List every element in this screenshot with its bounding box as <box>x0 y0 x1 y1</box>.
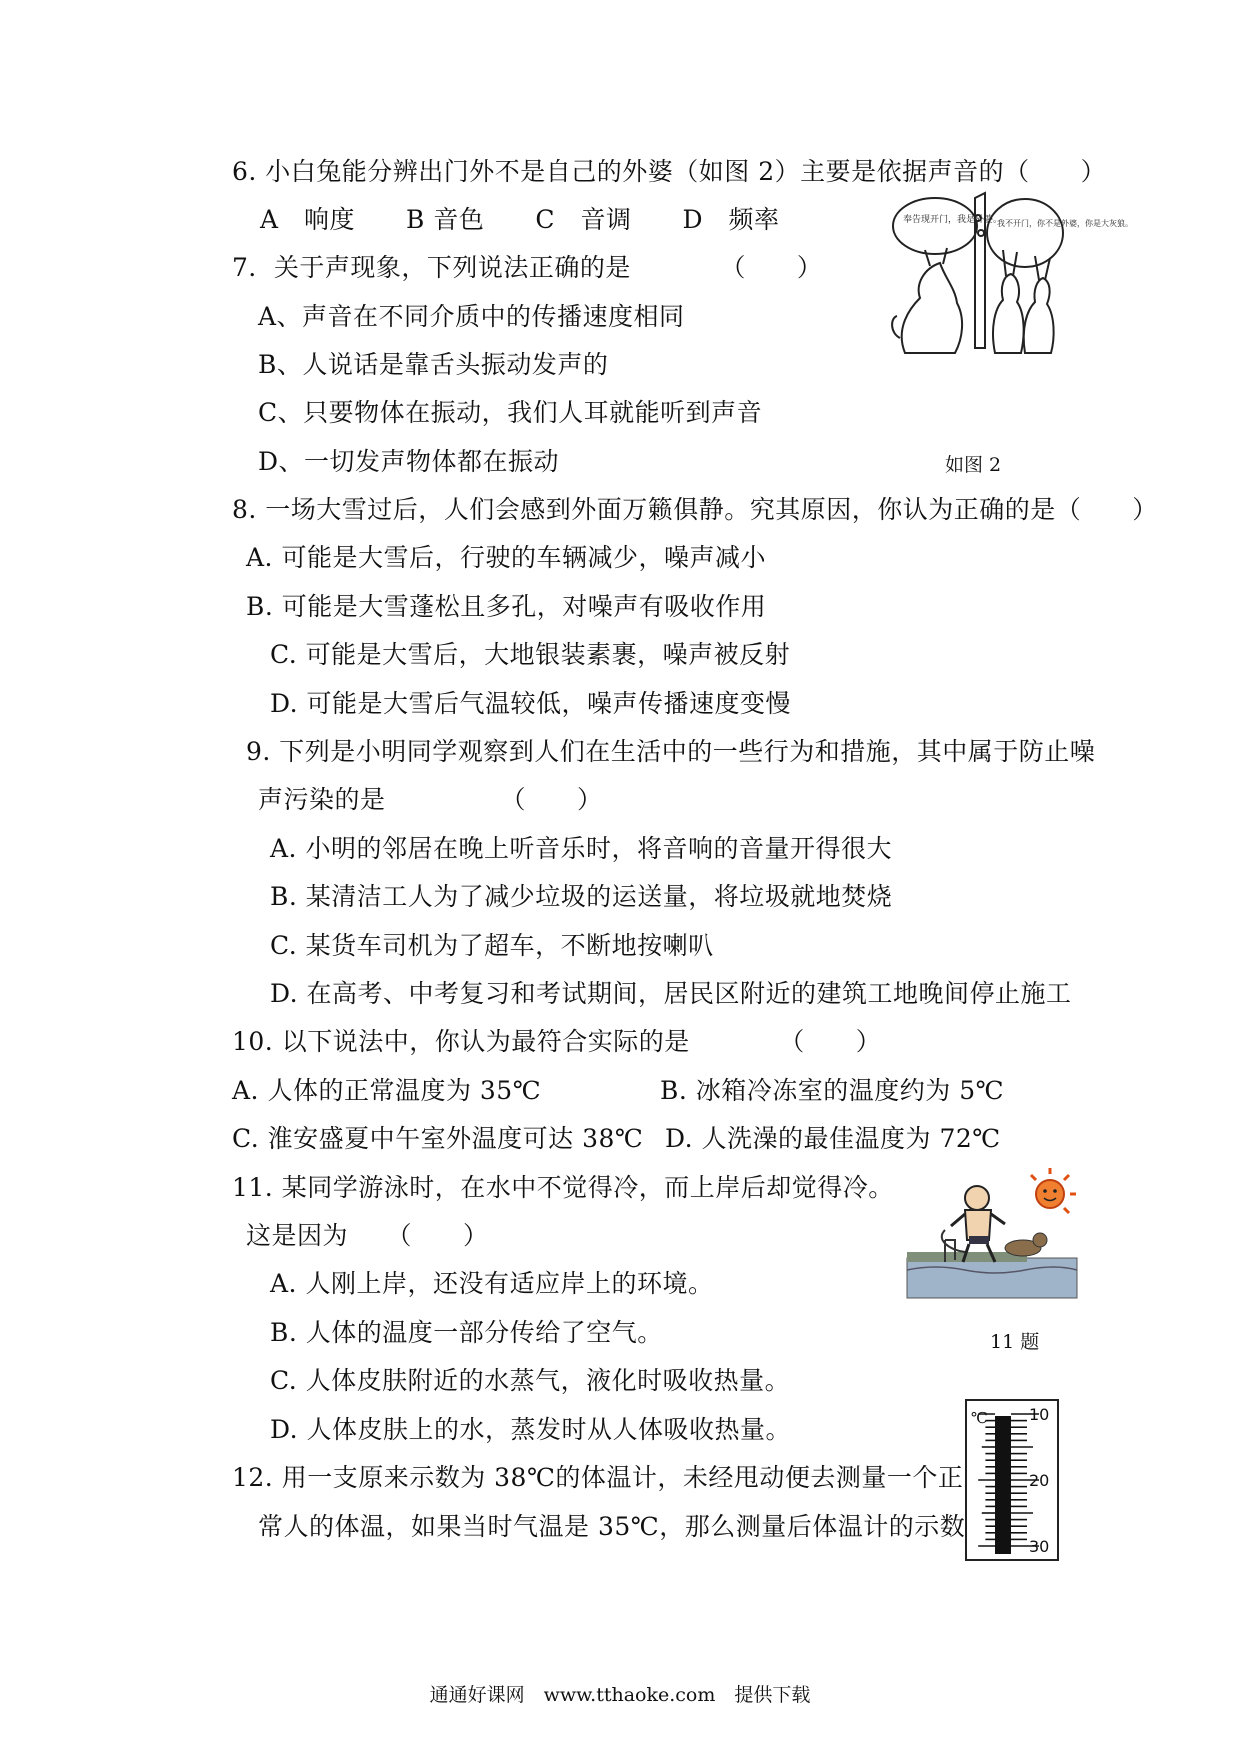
question-11-figure-caption: 11 题 <box>990 1331 1040 1353</box>
q9-option-b: B. 某清洁工人为了减少垃圾的运送量，将垃圾就地焚烧 <box>270 882 893 911</box>
bubble-right-text: 我不开门，你不是外婆，你是大灰狼。 <box>997 219 1133 228</box>
q8-stem: 8. 一场大雪过后，人们会感到外面万籁俱静。究其原因，你认为正确的是（ ） <box>232 495 1158 524</box>
q9-option-c: C. 某货车司机为了超车，不断地按喇叭 <box>270 931 714 960</box>
bubble-left-text-line1: 奉告现开门，我是外婆。 <box>903 215 1003 225</box>
thermometer-tick-label-10: 10 <box>1029 1405 1050 1424</box>
q9-option-a: A. 小明的邻居在晚上听音乐时，将音响的音量开得很大 <box>270 834 892 863</box>
thermometer-tick-label-30: 30 <box>1029 1537 1050 1556</box>
q6-options: A 响度 B 音色 C 音调 D 频率 <box>260 205 780 234</box>
speech-bubble-right-shape <box>987 199 1063 267</box>
figure-2-caption: 如图 2 <box>945 454 1002 476</box>
q10-option-a: A. 人体的正常温度为 35℃ <box>232 1076 542 1105</box>
q6-stem: 6. 小白兔能分辨出门外不是自己的外婆（如图 2）主要是依据声音的（ ） <box>232 157 1107 186</box>
q9-option-d: D. 在高考、中考复习和考试期间，居民区附近的建筑工地晚间停止施工 <box>270 979 1072 1008</box>
q11-option-b: B. 人体的温度一部分传给了空气。 <box>270 1318 663 1347</box>
q10-stem: 10. 以下说法中，你认为最符合实际的是 （ ） <box>232 1027 882 1056</box>
q10-option-d: D. 人洗澡的最佳温度为 72℃ <box>665 1124 1001 1153</box>
sun-icon <box>1031 1168 1076 1213</box>
q11-option-c: C. 人体皮肤附近的水蒸气，液化时吸收热量。 <box>270 1366 791 1395</box>
speech-bubble-left-shape <box>893 198 977 254</box>
figure-2-rabbits-illustration <box>885 188 1133 363</box>
q11-stem-line1: 11. 某同学游泳时，在水中不觉得冷，而上岸后却觉得冷。 <box>232 1173 894 1202</box>
q8-option-b: B. 可能是大雪蓬松且多孔，对噪声有吸收作用 <box>246 592 767 621</box>
q9-stem-line2: 声污染的是 （ ） <box>258 785 603 814</box>
q9-stem-line1: 9. 下列是小明同学观察到人们在生活中的一些行为和措施，其中属于防止噪 <box>246 737 1096 766</box>
q12-stem-line2: 常人的体温，如果当时气温是 35℃，那么测量后体温计的示数 <box>258 1512 966 1541</box>
q11-option-a: A. 人刚上岸，还没有适应岸上的环境。 <box>270 1269 714 1298</box>
q7-option-b: B、人说话是靠舌头振动发声的 <box>258 350 609 379</box>
thermometer-column <box>995 1416 1011 1554</box>
q8-option-c: C. 可能是大雪后，大地银装素裹，噪声被反射 <box>270 640 791 669</box>
q11-option-d: D. 人体皮肤上的水，蒸发时从人体吸收热量。 <box>270 1415 792 1444</box>
q10-option-c: C. 淮安盛夏中午室外温度可达 38℃ <box>232 1124 644 1153</box>
q12-stem-line1: 12. 用一支原来示数为 38℃的体温计，未经甩动便去测量一个正 <box>232 1463 964 1492</box>
q8-option-a: A. 可能是大雪后，行驶的车辆减少，噪声减小 <box>246 543 766 572</box>
q7-stem: 7．关于声现象，下列说法正确的是 （ ） <box>232 253 823 282</box>
q10-option-b: B. 冰箱冷冻室的温度约为 5℃ <box>660 1076 1005 1105</box>
thermometer-scale-figure <box>965 1398 1060 1563</box>
thermometer-unit-label: ℃ <box>971 1409 988 1427</box>
page-footer: 通通好课网 www.tthaoke.com 提供下载 <box>429 1684 811 1706</box>
question-11-swimmer-illustration <box>905 1170 1080 1305</box>
q7-option-c: C、只要物体在振动，我们人耳就能听到声音 <box>258 398 763 427</box>
q11-stem-line2: 这是因为 （ ） <box>246 1221 489 1250</box>
thermometer-tick-label-20: 20 <box>1029 1471 1050 1490</box>
q7-option-d: D、一切发声物体都在振动 <box>258 447 560 476</box>
q8-option-d: D. 可能是大雪后气温较低，噪声传播速度变慢 <box>270 689 792 718</box>
q7-option-a: A、声音在不同介质中的传播速度相同 <box>258 302 685 331</box>
